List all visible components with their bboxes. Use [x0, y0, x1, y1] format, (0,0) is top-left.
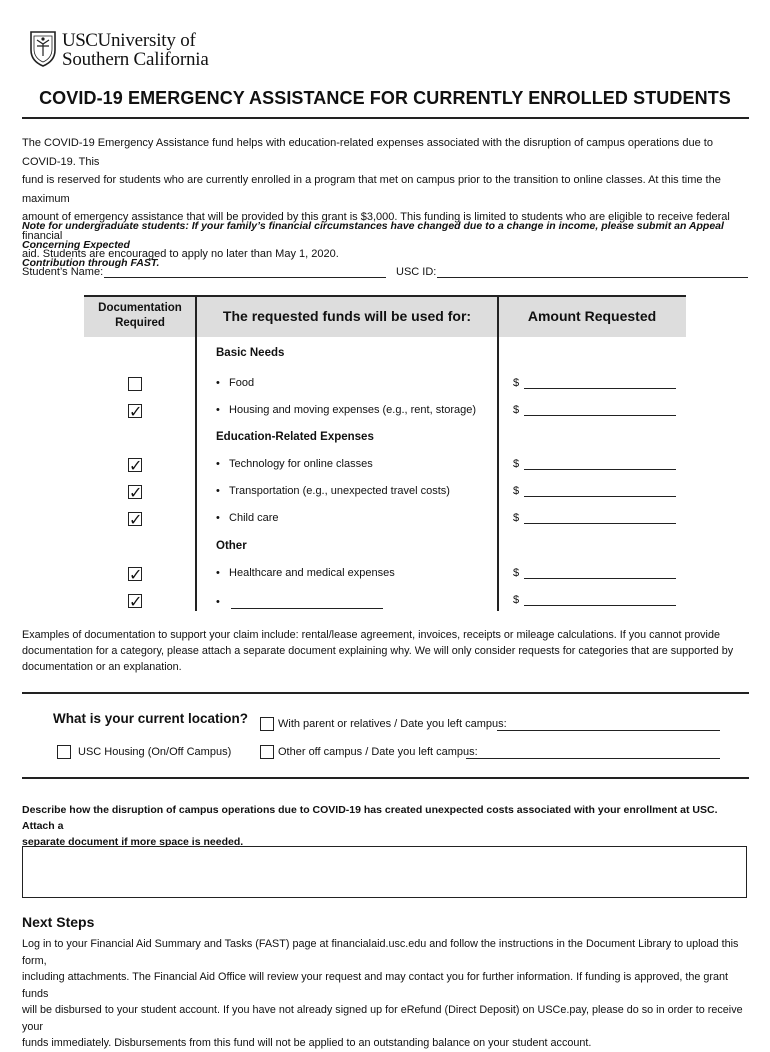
documentation-required-header: [84, 295, 196, 337]
location-heading: What is your current location?: [53, 711, 249, 726]
with-parent-label: With parent or relatives / Date you left campus:: [278, 718, 507, 730]
doc-checkbox-child-care[interactable]: ✓: [129, 510, 143, 529]
item-technology: Technology for online classes: [229, 458, 373, 470]
examples-paragraph: [22, 627, 750, 675]
doc-checkbox-healthcare[interactable]: ✓: [129, 565, 143, 584]
intro-line: fund is reserved for students who are currently enrolled in a program that met on campus prior to the transition to online classes. At this time the maximum: [22, 174, 721, 205]
amount-field-food[interactable]: [524, 388, 676, 389]
table-divider-left: [195, 295, 197, 611]
usc-housing-label: USC Housing (On/Off Campus): [78, 746, 232, 758]
checkbox-other-off-campus[interactable]: [260, 745, 274, 759]
item-food: Food: [229, 377, 255, 389]
next-steps-heading: Next Steps: [22, 914, 95, 930]
undergrad-note: [22, 217, 750, 273]
logo-line-2: Southern California: [62, 49, 209, 70]
usc-seal-icon: [28, 28, 58, 68]
dollar-sign: $: [513, 404, 520, 416]
doc-checkbox-food[interactable]: [128, 377, 142, 391]
table-divider-right: [497, 295, 499, 611]
amount-requested-header: [498, 295, 686, 337]
amount-field-transportation[interactable]: [524, 496, 676, 497]
item-housing: Housing and moving expenses (e.g., rent, storage): [229, 404, 477, 416]
table-row-label: [216, 404, 476, 416]
col3-label: Amount Requested: [527, 308, 657, 324]
bullet: •: [216, 404, 220, 416]
intro-line: amount of emergency assistance that will be provided by this grant is $3,000. This funding is limited to students who are eligible to receive federal financial: [22, 211, 730, 242]
examples-line: documentation for a category, please attach a separate document explaining why. We will only consider requests for categories that are supported by: [22, 645, 734, 657]
bullet: •: [216, 377, 220, 389]
doc-checkbox-transportation[interactable]: ✓: [129, 483, 143, 502]
intro-line: The COVID-19 Emergency Assistance fund helps with education-related expenses associated with the disruption of campus operations due to COVID-19. This: [22, 137, 713, 168]
bullet: •: [216, 567, 220, 579]
location-bottom-rule: [22, 777, 749, 779]
next-steps-line: Log in to your Financial Aid Summary and Tasks (FAST) page at financialaid.usc.edu and follow the instructions in the Document Library to upload this form,: [22, 938, 739, 967]
usc-logo: [28, 28, 228, 70]
amount-field-housing[interactable]: [524, 415, 676, 416]
table-top-rule: [84, 295, 686, 297]
dollar-sign: $: [513, 485, 520, 497]
next-steps-paragraph: [22, 936, 750, 1052]
requested-funds-header: [196, 295, 498, 337]
dollar-sign: $: [513, 458, 520, 470]
date-left-campus-parent-field[interactable]: [497, 730, 720, 731]
dollar-sign: $: [513, 377, 520, 389]
bullet: •: [216, 512, 220, 524]
describe-prompt: [22, 802, 750, 850]
col1-label: Documentation Required: [98, 302, 182, 329]
usc-id-label: USC ID:: [396, 266, 437, 278]
logo-university: University of: [97, 30, 196, 51]
amount-field-technology[interactable]: [524, 469, 676, 470]
dollar-sign: $: [513, 567, 520, 579]
description-textbox[interactable]: [22, 846, 747, 898]
section-other: Other: [216, 540, 247, 552]
dollar-sign: $: [513, 512, 520, 524]
table-row-label: [216, 458, 373, 470]
table-row-label: [216, 512, 279, 524]
table-row-label: [216, 567, 395, 579]
checkbox-usc-housing[interactable]: [57, 745, 71, 759]
intro-line: aid. Students are encouraged to apply no later than May 1, 2020.: [22, 248, 339, 260]
amount-field-child-care[interactable]: [524, 523, 676, 524]
location-top-rule: [22, 692, 749, 694]
next-steps-line: funds immediately. Disbursements from this fund will not be applied to an outstanding balance on your student account.: [22, 1037, 592, 1049]
bullet: •: [216, 596, 220, 608]
doc-checkbox-housing[interactable]: ✓: [129, 402, 143, 421]
title-rule: [22, 117, 749, 119]
note-line: Note for undergraduate students: If your family’s financial circumstances have changed due to a change in income, please submit an Appeal Concerning Expected: [22, 220, 724, 251]
usc-id-field[interactable]: [437, 277, 748, 278]
table-row-label: [216, 377, 254, 389]
amount-field-other[interactable]: [524, 605, 676, 606]
section-education-expenses: Education-Related Expenses: [216, 431, 374, 443]
section-basic-needs: Basic Needs: [216, 347, 285, 359]
examples-line: Examples of documentation to support your claim include: rental/lease agreement, invoices, receipts or mileage calculations. If you cannot provide: [22, 629, 720, 641]
item-child-care: Child care: [229, 512, 279, 524]
other-category-field[interactable]: [231, 608, 383, 609]
examples-line: documentation or an explanation.: [22, 661, 182, 673]
doc-checkbox-technology[interactable]: ✓: [129, 456, 143, 475]
page-title: COVID-19 EMERGENCY ASSISTANCE FOR CURRENTLY ENROLLED STUDENTS: [39, 88, 731, 108]
next-steps-line: will be disbursed to your student account. If you have not already signed up for eRefund (Direct Deposit) on USCe.pay, please do so in order to receive your: [22, 1004, 743, 1033]
student-name-field[interactable]: [104, 277, 386, 278]
other-off-campus-label: Other off campus / Date you left campus:: [278, 746, 478, 758]
describe-line: Describe how the disruption of campus operations due to COVID-19 has created unexpected costs associated with your enrollment at USC. Attach a: [22, 804, 718, 832]
bullet: •: [216, 485, 220, 497]
amount-field-healthcare[interactable]: [524, 578, 676, 579]
logo-usc: USC: [62, 30, 98, 51]
next-steps-line: including attachments. The Financial Aid Office will review your request and may contact you for further information. If funding is approved, the grant funds: [22, 971, 728, 1000]
bullet: •: [216, 458, 220, 470]
note-line: Contribution through FAST.: [22, 257, 160, 269]
doc-checkbox-other[interactable]: ✓: [129, 592, 143, 611]
checkbox-with-parent[interactable]: [260, 717, 274, 731]
student-name-label: Student’s Name:: [22, 266, 104, 278]
item-transportation: Transportation (e.g., unexpected travel costs): [229, 485, 450, 497]
col2-label: The requested funds will be used for:: [222, 308, 472, 324]
item-healthcare: Healthcare and medical expenses: [229, 567, 395, 579]
date-left-campus-other-field[interactable]: [466, 758, 720, 759]
describe-line: separate document if more space is needed.: [22, 836, 244, 848]
dollar-sign: $: [513, 594, 520, 606]
table-row-label: [216, 485, 450, 497]
